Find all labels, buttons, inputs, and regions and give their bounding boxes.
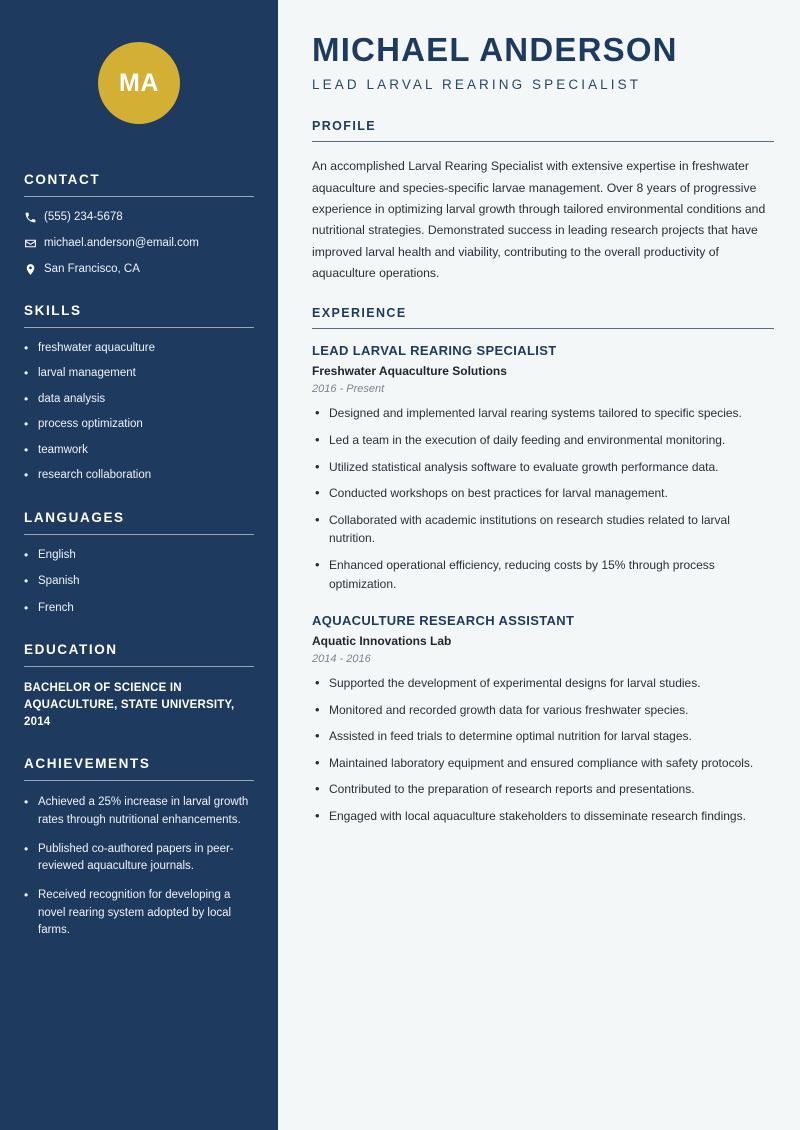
avatar: MA xyxy=(98,42,180,124)
experience-company: Aquatic Innovations Lab xyxy=(312,634,452,649)
education-heading: EDUCATION xyxy=(24,642,118,658)
languages-list xyxy=(24,548,254,617)
list-item: • Maintained laboratory equipment and ensured compliance with safety protocols. xyxy=(312,754,774,773)
contact-email-value: michael.anderson@email.com xyxy=(44,236,199,249)
sidebar xyxy=(0,0,278,1130)
list-item: • freshwater aquaculture xyxy=(24,341,254,357)
list-item: • Enhanced operational efficiency, reducing costs by 15% through process optimization. xyxy=(312,556,774,593)
experience-divider xyxy=(312,328,774,329)
sidebar-section-contact xyxy=(0,172,278,277)
profile-heading: PROFILE xyxy=(312,119,376,134)
phone-icon xyxy=(24,211,44,224)
list-item: • process optimization xyxy=(24,417,254,433)
skills-list xyxy=(24,341,254,484)
list-item: • Engaged with local aquaculture stakeholders to disseminate research findings. xyxy=(312,807,774,826)
experience-role: LEAD LARVAL REARING SPECIALIST xyxy=(312,343,557,359)
contact-location-value: San Francisco, CA xyxy=(44,262,140,275)
profile-text: An accomplished Larval Rearing Specialist with extensive expertise in freshwater aquaculture and species-specific larvae management. Over 8 years of progressive experience in optimizing larval growth through tailored environmental conditions and nutritional strategies. Demonstrated success in leading research projects that have improved larval health and viability, contributing to the overall productivity of aquaculture operations. xyxy=(312,159,766,281)
list-item: • data analysis xyxy=(24,392,254,408)
list-item: • Designed and implemented larval rearing systems tailored to specific species. xyxy=(312,404,774,423)
contact-phone-row[interactable] xyxy=(24,210,254,225)
languages-divider xyxy=(24,534,254,535)
experience-role: AQUACULTURE RESEARCH ASSISTANT xyxy=(312,613,575,629)
envelope-icon xyxy=(24,237,44,250)
avatar-container xyxy=(0,0,278,172)
list-item: • Spanish xyxy=(24,574,254,590)
section-experience xyxy=(312,306,774,825)
list-item: • Led a team in the execution of daily feeding and environmental monitoring. xyxy=(312,431,774,450)
contact-heading: CONTACT xyxy=(24,172,101,187)
sidebar-section-languages xyxy=(0,510,278,617)
sidebar-section-education xyxy=(0,642,278,730)
experience-dates: 2016 - Present xyxy=(312,383,385,396)
sidebar-section-achievements xyxy=(0,756,278,939)
experience-company: Freshwater Aquaculture Solutions xyxy=(312,364,507,379)
profile-divider xyxy=(312,141,774,142)
professional-title: LEAD LARVAL REARING SPECIALIST xyxy=(312,77,642,93)
list-item: • Monitored and recorded growth data for various freshwater species. xyxy=(312,701,774,720)
page-title: MICHAEL ANDERSON xyxy=(312,31,678,68)
contact-location-row xyxy=(24,262,254,277)
list-item: • Conducted workshops on best practices for larval management. xyxy=(312,484,774,503)
experience-entry xyxy=(312,343,774,593)
contact-phone-value: (555) 234-5678 xyxy=(44,211,123,223)
skills-heading: SKILLS xyxy=(24,302,82,318)
experience-entry xyxy=(312,613,774,826)
list-item: • teamwork xyxy=(24,443,254,459)
list-item: • Contributed to the preparation of research reports and presentations. xyxy=(312,780,774,799)
map-pin-icon xyxy=(24,263,44,276)
list-item: • Assisted in feed trials to determine optimal nutrition for larval stages. xyxy=(312,727,774,746)
list-item: • Published co-authored papers in peer-reviewed aquaculture journals. xyxy=(24,841,254,876)
contact-divider xyxy=(24,196,254,197)
list-item: • Utilized statistical analysis software to evaluate growth performance data. xyxy=(312,458,774,477)
list-item: • Received recognition for developing a novel rearing system adopted by local farms. xyxy=(24,887,254,939)
list-item: • French xyxy=(24,601,254,617)
languages-heading: LANGUAGES xyxy=(24,509,125,525)
achievements-divider xyxy=(24,780,254,781)
contact-email-row[interactable] xyxy=(24,236,254,251)
list-item: • English xyxy=(24,548,254,564)
list-item: • Supported the development of experimental designs for larval studies. xyxy=(312,674,774,693)
experience-heading: EXPERIENCE xyxy=(312,306,407,321)
list-item: • research collaboration xyxy=(24,468,254,484)
list-item: • Achieved a 25% increase in larval growth rates through nutritional enhancements. xyxy=(24,794,254,829)
list-item: • Collaborated with academic institutions on research studies related to larval nutrition. xyxy=(312,511,774,548)
experience-bullets xyxy=(312,404,774,593)
main-content xyxy=(278,0,800,1130)
sidebar-section-skills xyxy=(0,303,278,484)
experience-dates: 2014 - 2016 xyxy=(312,653,371,666)
education-divider xyxy=(24,666,254,667)
experience-bullets xyxy=(312,674,774,826)
education-entry: BACHELOR OF SCIENCE IN AQUACULTURE, STATE UNIVERSITY, 2014 xyxy=(24,682,235,728)
achievements-heading: ACHIEVEMENTS xyxy=(24,756,151,772)
achievements-list xyxy=(24,794,254,939)
list-item: • larval management xyxy=(24,366,254,382)
skills-divider xyxy=(24,327,254,328)
section-profile xyxy=(312,119,774,284)
